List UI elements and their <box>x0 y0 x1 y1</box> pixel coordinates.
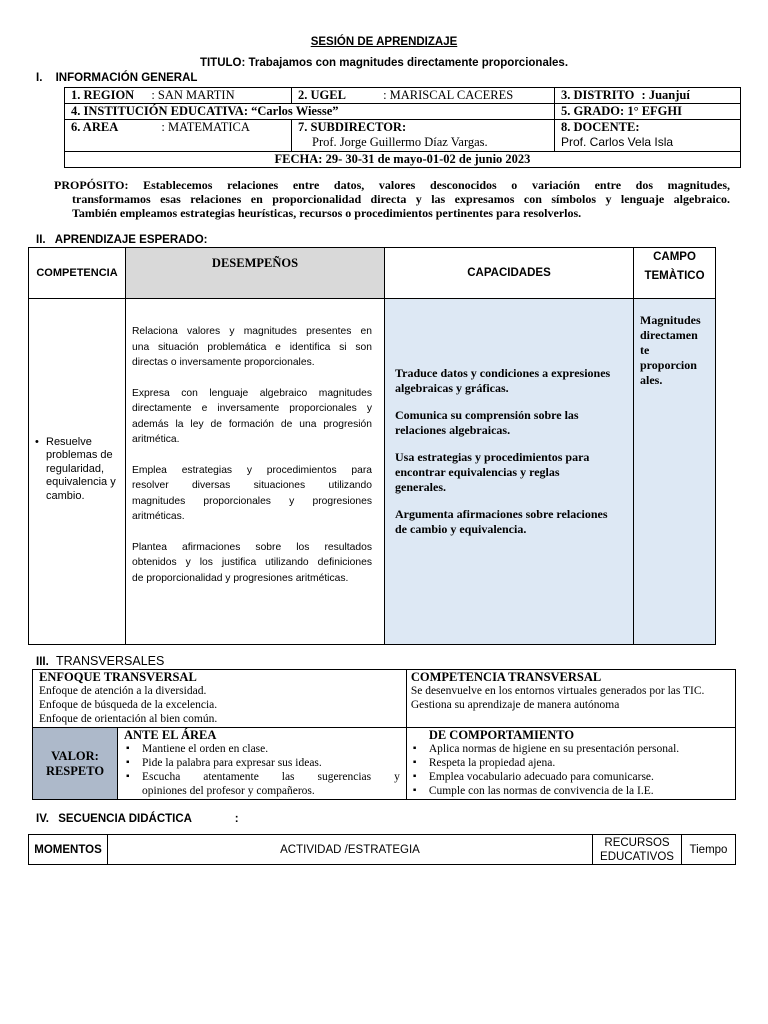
area-label: 6. AREA <box>71 120 119 134</box>
desempenos-cell <box>126 299 385 645</box>
col-campo-tematico <box>634 248 716 299</box>
distrito-value: : Juanjuí <box>641 88 690 102</box>
proposito-line-2: transformamos esas relaciones en proporcionalidad directa y las expresamos con símbolos y lenguaje algebraico. <box>72 192 730 206</box>
campo-line: ales. <box>640 373 663 387</box>
valor-cell <box>33 728 118 800</box>
bullet-icon: • <box>35 435 39 448</box>
ante-area-item: ▪ Escucha atentamente las sugerencias y <box>124 770 400 784</box>
docente-value: Prof. Carlos Vela Isla <box>561 135 674 149</box>
section-number: II. <box>36 234 46 246</box>
section-title: TRANSVERSALES <box>55 654 165 668</box>
competencia-cell <box>29 299 126 645</box>
competencia-item <box>29 436 125 504</box>
section-colon: : <box>234 813 239 825</box>
ante-area-item: ▪ Pide la palabra para expresar sus ideas. <box>124 756 400 770</box>
competencia-line: Resuelve <box>46 435 92 448</box>
col-capacidades: CAPACIDADES <box>385 248 634 299</box>
capacidad-3: Usa estrategias y procedimientos para encontrar equivalencias y reglas generales. <box>395 450 590 494</box>
section-title: APRENDIZAJE ESPERADO: <box>54 234 208 246</box>
comportamiento-item: ▪ Respeta la propiedad ajena. <box>411 756 735 770</box>
subdirector-cell <box>292 120 555 152</box>
desempeno-1: Relaciona valores y magnitudes presentes en una situación problemática e identifica si son directas o inversamente proporcionales. <box>132 326 372 368</box>
section-number: III. <box>36 656 49 668</box>
comportamiento-cell <box>406 728 735 800</box>
area-cell <box>65 120 292 152</box>
ugel-label: 2. UGEL <box>298 88 346 102</box>
docente-label: 8. DOCENTE: <box>561 120 640 134</box>
col-recursos <box>593 835 682 865</box>
proposito-line-1 <box>54 178 730 192</box>
ante-area-item-continued: opiniones del profesor y compañeros. <box>142 785 315 797</box>
valor-name: RESPETO <box>45 763 105 778</box>
proposito-label: PROPÓSITO: <box>54 178 129 192</box>
ante-area-cell <box>118 728 407 800</box>
ante-area-title: ANTE EL ÁREA <box>124 728 217 742</box>
competencia-transversal-item: Gestiona su aprendizaje de manera autónoma <box>410 699 620 711</box>
col-tiempo: Tiempo <box>682 835 736 865</box>
grado-cell: 5. GRADO: 1° EFGHI <box>555 104 741 120</box>
campo-cell <box>634 299 716 645</box>
secuencia-table <box>28 834 736 865</box>
competencia-line: regularidad, <box>46 462 105 475</box>
section-ii-heading <box>36 234 208 246</box>
comportamiento-item: ▪ Emplea vocabulario adecuado para comunicarse. <box>411 770 735 784</box>
capacidad-4: Argumenta afirmaciones sobre relaciones de cambio y equivalencia. <box>395 507 608 536</box>
campo-line: te <box>640 343 650 357</box>
session-subtitle: TITULO: Trabajamos con magnitudes directamente proporcionales. <box>199 57 569 69</box>
enfoque-item: Enfoque de búsqueda de la excelencia. <box>39 699 218 711</box>
capacidad-1: Traduce datos y condiciones a expresiones algebraicas y gráficas. <box>395 366 611 395</box>
competencia-line: problemas de <box>46 449 113 462</box>
desempeno-2: Expresa con lenguaje algebraico magnitudes directamente e inversamente proporcionales y además la ley de formación de una progresión aritmética. <box>132 387 372 445</box>
fecha-cell: FECHA: 29- 30-31 de mayo-01-02 de junio 2023 <box>65 152 741 168</box>
capacidades-cell <box>385 299 634 645</box>
campo-line: proporcion <box>640 358 697 372</box>
region-cell <box>65 88 292 104</box>
session-title: SESIÓN DE APRENDIZAJE <box>310 36 458 48</box>
enfoque-cell <box>33 670 407 728</box>
capacidad-2: Comunica su comprensión sobre las relaciones algebraicas. <box>395 408 579 437</box>
col-competencia: COMPETENCIA <box>29 248 126 299</box>
learning-table <box>28 247 716 645</box>
competencia-line: equivalencia y <box>46 476 116 489</box>
valor-label: VALOR: <box>51 748 99 763</box>
desempeno-4: Plantea afirmaciones sobre los resultados obtenidos y los justifica utilizando definiciones de proporcionalidad y progresiones aritméticas. <box>132 541 372 584</box>
section-number: I. <box>36 72 43 84</box>
region-value: : SAN MARTIN <box>151 88 235 102</box>
section-number: IV. <box>36 813 50 825</box>
enfoque-item: Enfoque de atención a la diversidad. <box>39 685 207 697</box>
region-label: 1. REGION <box>71 88 135 102</box>
comportamiento-item: ▪ Cumple con las normas de convivencia de la I.E. <box>411 784 735 798</box>
ante-area-item: ▪ Mantiene el orden en clase. <box>124 742 400 756</box>
section-iii-heading <box>36 654 164 668</box>
institucion-cell: 4. INSTITUCIÓN EDUCATIVA: “Carlos Wiesse” <box>65 104 555 120</box>
section-iv-heading <box>36 813 239 825</box>
competencia-line: cambio. <box>46 489 85 502</box>
campo-line: Magnitudes <box>640 313 701 327</box>
proposito-line-3: También empleamos estrategias heurísticas, recursos o procedimientos pertinentes para resolverlos. <box>72 206 582 220</box>
enfoque-title: ENFOQUE TRANSVERSAL <box>39 670 197 684</box>
proposito-text-1: Establecemos relaciones entre datos, valores desconocidos o variación entre dos magnitudes, <box>143 178 731 192</box>
comportamiento-title: DE COMPORTAMIENTO <box>428 728 575 742</box>
distrito-label: 3. DISTRITO <box>561 88 635 102</box>
col-campo-line-2: TEMÀTICO <box>644 270 705 282</box>
enfoque-item: Enfoque de orientación al bien común. <box>39 713 218 725</box>
competencia-transversal-cell <box>406 670 735 728</box>
competencia-transversal-item: Se desenvuelve en los entornos virtuales generados por las TIC. <box>410 685 705 697</box>
subdirector-value: Prof. Jorge Guillermo Díaz Vargas. <box>312 135 488 149</box>
subdirector-label: 7. SUBDIRECTOR: <box>298 120 407 134</box>
proposito-block <box>54 178 730 220</box>
competencia-transversal-title: COMPETENCIA TRANSVERSAL <box>410 670 602 684</box>
comportamiento-item: ▪ Aplica normas de higiene en su presentación personal. <box>411 742 735 756</box>
area-value: : MATEMATICA <box>161 120 250 134</box>
col-momentos: MOMENTOS <box>29 835 108 865</box>
distrito-cell <box>555 88 741 104</box>
transversales-table <box>32 669 736 800</box>
col-campo-line-1: CAMPO <box>653 251 696 263</box>
docente-cell <box>555 120 741 152</box>
ugel-value: : MARISCAL CACERES <box>383 88 514 102</box>
section-title: INFORMACIÓN GENERAL <box>55 72 198 84</box>
general-info-table <box>64 87 741 168</box>
desempeno-3: Emplea estrategias y procedimientos para resolver diversas situaciones utilizando magnitudes proporcionales y progresiones aritméticas. <box>132 464 372 522</box>
ugel-cell <box>292 88 555 104</box>
col-actividad: ACTIVIDAD /ESTRATEGIA <box>108 835 593 865</box>
col-desempenos: DESEMPEÑOS <box>126 248 385 299</box>
section-title: SECUENCIA DIDÁCTICA <box>58 813 192 825</box>
campo-line: directamen <box>640 328 698 342</box>
col-recursos-line-1: RECURSOS <box>604 836 670 849</box>
section-i-heading <box>36 72 197 84</box>
col-recursos-line-2: EDUCATIVOS <box>600 850 674 863</box>
